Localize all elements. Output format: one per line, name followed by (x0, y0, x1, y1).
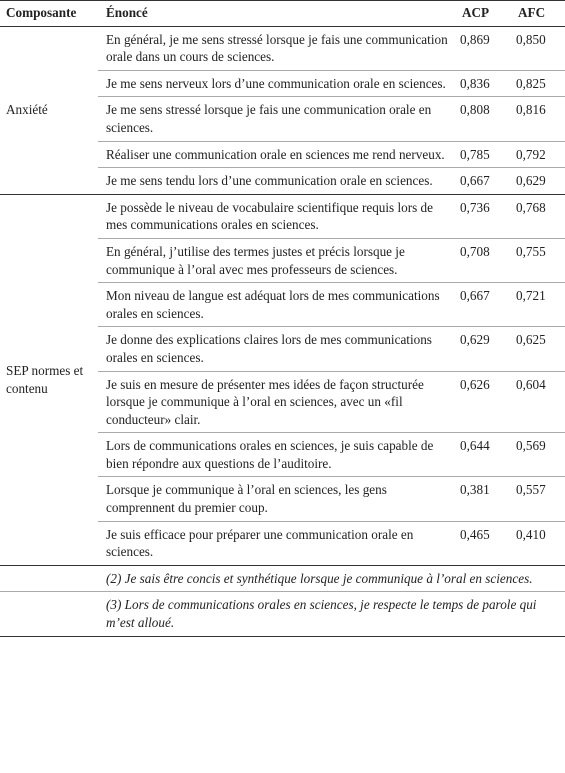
component-label: Anxiété (0, 26, 98, 194)
table-header (0, 1, 565, 27)
statement-cell: Lors de communications orales en sciences, je suis capable de bien répondre aux questions de l’auditoire. (98, 433, 454, 477)
acp-cell: 0,381 (454, 477, 510, 521)
table-row (0, 194, 565, 238)
header-component: Composante (0, 1, 98, 27)
component-label: SEP normes et contenu (0, 194, 98, 565)
table-row (0, 26, 565, 70)
statement-cell: Je me sens nerveux lors d’une communication orale en sciences. (98, 70, 454, 97)
note-row (0, 592, 565, 636)
statement-cell: Mon niveau de langue est adéquat lors de mes communications orales en sciences. (98, 283, 454, 327)
afc-cell: 0,850 (510, 26, 565, 70)
afc-cell: 0,721 (510, 283, 565, 327)
afc-cell: 0,569 (510, 433, 565, 477)
acp-cell: 0,667 (454, 283, 510, 327)
header-acp: ACP (454, 1, 510, 27)
acp-cell: 0,626 (454, 371, 510, 433)
header-row (0, 1, 565, 27)
afc-cell: 0,816 (510, 97, 565, 141)
acp-cell: 0,629 (454, 327, 510, 371)
statement-cell: Réaliser une communication orale en sciences me rend nerveux. (98, 141, 454, 168)
table-body (0, 26, 565, 636)
statement-cell: Je suis en mesure de présenter mes idées de façon structurée lorsque je communique à l’oral en sciences, avec un «fil conducteur» clair. (98, 371, 454, 433)
acp-cell: 0,736 (454, 194, 510, 238)
statement-cell: Je suis efficace pour préparer une communication orale en sciences. (98, 521, 454, 565)
afc-cell: 0,768 (510, 194, 565, 238)
acp-cell: 0,644 (454, 433, 510, 477)
afc-cell: 0,604 (510, 371, 565, 433)
afc-cell: 0,557 (510, 477, 565, 521)
excluded-item-note: (3) Lors de communications orales en sciences, je respecte le temps de parole qui m’est alloué. (0, 592, 565, 636)
acp-cell: 0,465 (454, 521, 510, 565)
excluded-item-note: (2) Je sais être concis et synthétique lorsque je communique à l’oral en sciences. (0, 565, 565, 592)
statement-cell: En général, je me sens stressé lorsque je fais une communication orale dans un cours de sciences. (98, 26, 454, 70)
afc-cell: 0,825 (510, 70, 565, 97)
statement-cell: En général, j’utilise des termes justes et précis lorsque je communique à l’oral avec mes professeurs de sciences. (98, 238, 454, 282)
afc-cell: 0,625 (510, 327, 565, 371)
afc-cell: 0,410 (510, 521, 565, 565)
acp-cell: 0,869 (454, 26, 510, 70)
statement-cell: Je me sens tendu lors d’une communication orale en sciences. (98, 168, 454, 195)
statement-cell: Lorsque je communique à l’oral en sciences, les gens comprennent du premier coup. (98, 477, 454, 521)
acp-cell: 0,708 (454, 238, 510, 282)
afc-cell: 0,792 (510, 141, 565, 168)
header-statement: Énoncé (98, 1, 454, 27)
acp-cell: 0,836 (454, 70, 510, 97)
header-afc: AFC (510, 1, 565, 27)
statement-cell: Je donne des explications claires lors de mes communications orales en sciences. (98, 327, 454, 371)
statement-cell: Je me sens stressé lorsque je fais une communication orale en sciences. (98, 97, 454, 141)
acp-cell: 0,667 (454, 168, 510, 195)
acp-cell: 0,808 (454, 97, 510, 141)
afc-cell: 0,629 (510, 168, 565, 195)
note-row (0, 565, 565, 592)
acp-cell: 0,785 (454, 141, 510, 168)
afc-cell: 0,755 (510, 238, 565, 282)
statement-cell: Je possède le niveau de vocabulaire scientifique requis lors de mes communications orales en sciences. (98, 194, 454, 238)
